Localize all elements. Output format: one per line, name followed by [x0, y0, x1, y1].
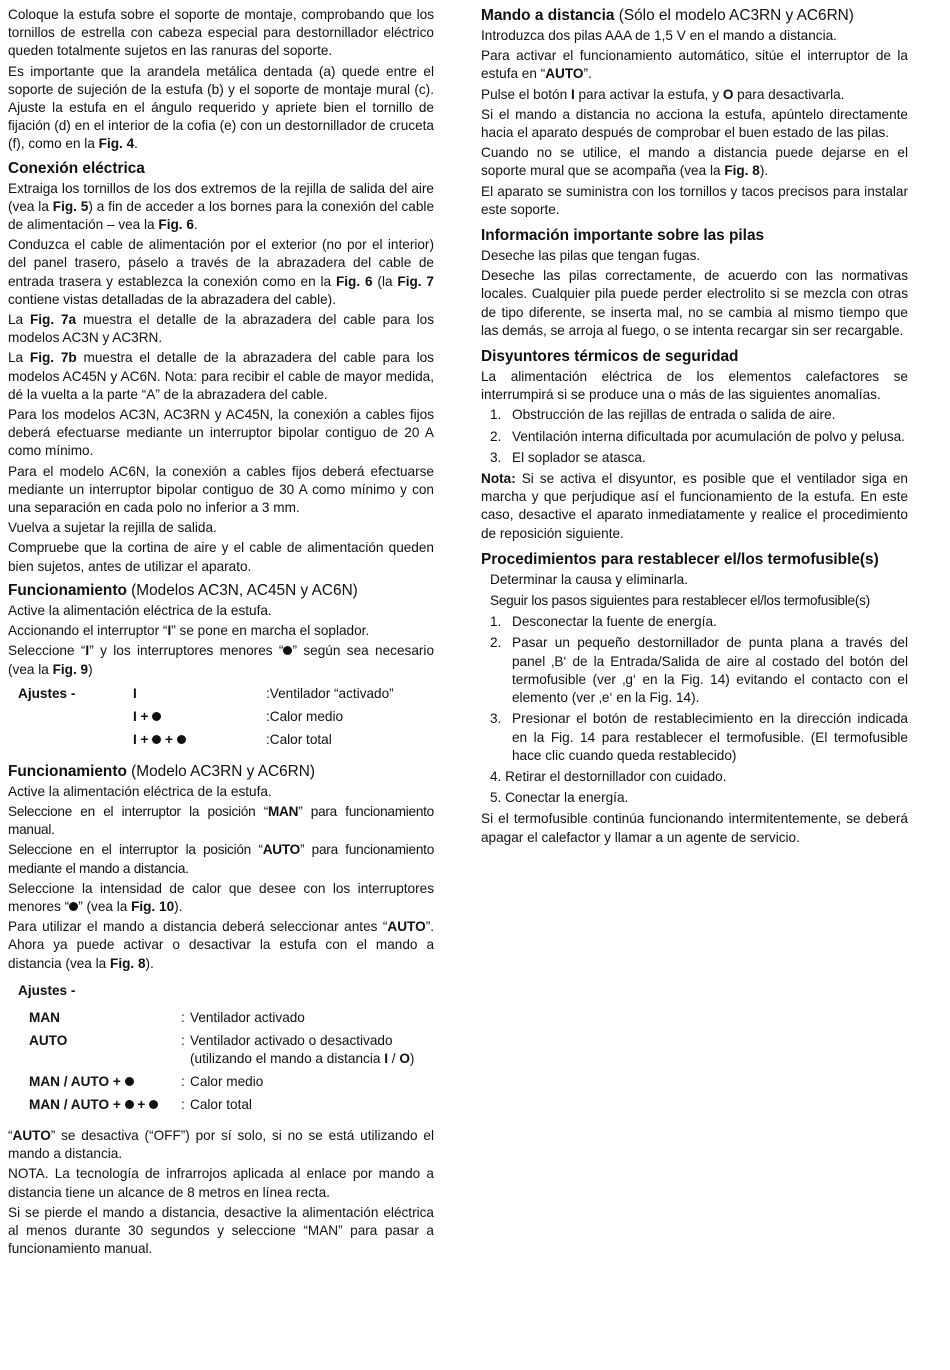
mode-name: AUTO [12, 1127, 51, 1143]
electrical-paragraph-6: Para el modelo AC6N, la conexión a cables fijos deberá efectuarse mediante un interruptor bipolar contiguo de 30 A como mínimo y con una separación en cada polo no inferior a 3 mm. [8, 463, 434, 516]
text: Si se activa el disyuntor, es posible que el ventilador siga en marcha y que perjudique así el funcionamiento de la estufa. En este caso, desactive el aparato inmediatamente y realice el procedimiento de reposición siguiente. [481, 471, 908, 541]
electrical-paragraph-5: Para los modelos AC3N, AC3RN y AC45N, la conexión a cables fijos deberá efectuarse mediante un interruptor bipolar contiguo de 20 A como mínimo. [8, 407, 434, 459]
text: Accionando el interruptor “ [8, 623, 168, 639]
remote-paragraph-5 [481, 144, 908, 180]
key-text: + [161, 731, 177, 747]
electrical-paragraph-3 [8, 311, 434, 347]
text: (la [372, 273, 398, 289]
text: Pulse el botón [481, 86, 571, 102]
text: ” se pone en marcha el soplador. [171, 623, 370, 639]
setting-desc: :Calor total [266, 731, 332, 747]
list-number: 3. [490, 449, 502, 465]
section-heading-thermal: Disyuntores térmicos de seguridad [481, 348, 739, 366]
list-item [481, 613, 908, 631]
operation2-paragraph-3 [8, 841, 434, 877]
reset-paragraph-2: Seguir los pasos siguientes para restablecer el/los termofusible(s) [490, 593, 870, 609]
section-heading-electrical: Conexión eléctrica [8, 159, 145, 177]
setting-desc: :Ventilador “activado” [266, 685, 394, 701]
text: ”. [583, 66, 592, 82]
setting-key [29, 1096, 181, 1119]
heading-bold: Funcionamiento [8, 581, 127, 599]
reset-list [481, 613, 908, 765]
fig-ref: Fig. 6 [158, 217, 194, 233]
setting-key: MAN [29, 1009, 60, 1025]
text: Seleccione en el interruptor la posición “ [8, 803, 268, 819]
list-text: Obstrucción de las rejillas de entrada o salida de aire. [512, 407, 836, 423]
text: contiene vistas detalladas de la abrazadera del cable). [8, 291, 336, 307]
key-text: MAN / AUTO + [29, 1096, 125, 1112]
list-text: El soplador se atasca. [512, 449, 646, 465]
key-text: I + [133, 708, 153, 724]
list-item [481, 634, 908, 707]
operation2-paragraph-7: NOTA. La tecnología de infrarrojos aplicada al enlace por mando a distancia tiene un alcance de 8 metros en línea recta. [8, 1166, 434, 1200]
heading-rest: (Modelos AC3N, AC45N y AC6N) [126, 581, 358, 599]
text: La [8, 350, 30, 366]
section-heading-batteries: Información importante sobre las pilas [481, 227, 765, 245]
reset-paragraph-1: Determinar la causa y eliminarla. [490, 571, 688, 587]
electrical-paragraph-8: Compruebe que la cortina de aire y el cable de alimentación queden bien sujetos, antes de utilizar el aparato. [8, 540, 434, 574]
operation1-paragraph-3 [8, 642, 434, 678]
remote-paragraph-3 [481, 86, 908, 104]
list-text: Presionar el botón de restablecimiento en la dirección indicada en la Fig. 14 para restablecer el termofusible. (El termofusible hace clic cuando queda restablecido) [512, 711, 908, 763]
dot-icon [152, 712, 161, 721]
text: ) a fin de acceder a los bornes para la conexión del cable de alimentación – vea la [8, 198, 435, 233]
dot-icon [149, 1100, 158, 1109]
setting-desc: Calor medio [190, 1073, 264, 1089]
heading-bold: Mando a distancia [481, 7, 615, 24]
fig-ref: Fig. 5 [52, 198, 89, 214]
list-item [481, 449, 908, 467]
text: ) [409, 1051, 415, 1067]
intro-paragraph-1: Coloque la estufa sobre el soporte de montaje, comprobando que los tornillos de estrella con cabeza especial para destornillador eléctrico queden totalmente sujetos en las ranuras del soporte. [8, 7, 434, 59]
switch-symbol: I [85, 643, 90, 659]
operation2-paragraph-5 [8, 918, 434, 973]
right-column [481, 6, 908, 849]
reset-step-4: 4. Retirar el destornillador con cuidado. [490, 768, 727, 784]
operation1-paragraph-2 [8, 622, 434, 640]
dot-icon [177, 735, 186, 744]
text: Extraiga los tornillos de los dos extremos de la rejilla de salida del aire (vea la [8, 180, 434, 214]
operation2-paragraph-4 [8, 880, 434, 916]
setting-desc: Calor total [190, 1096, 252, 1112]
list-item [481, 710, 908, 765]
text: Para activar el funcionamiento automático, sitúe el interruptor de la estufa en “ [481, 48, 908, 82]
settings-table-2 [29, 1009, 434, 1119]
dot-icon [125, 1077, 134, 1086]
switch-symbol: O [399, 1051, 410, 1067]
dot-icon [152, 735, 161, 744]
electrical-paragraph-4 [8, 349, 434, 404]
remote-paragraph-4: Si el mando a distancia no acciona la estufa, apúntelo directamente hacia el aparato después de comprobar el buen estado de las pilas. [481, 106, 908, 141]
text: . [193, 217, 198, 233]
remote-paragraph-1: Introduzca dos pilas AAA de 1,5 V en el mando a distancia. [481, 28, 837, 43]
text: ” (vea la [78, 898, 132, 914]
text: Conduzca el cable de alimentación por el exterior (no por el interior) del panel trasero, páselo a través de la abrazadera del cable de entrada trasera y establezca la conexión como en la [8, 237, 434, 289]
text: ) [88, 661, 93, 677]
list-item [481, 428, 908, 446]
key-text: MAN / AUTO + [29, 1073, 125, 1089]
dot-icon [125, 1100, 134, 1109]
reset-paragraph-3: Si el termofusible continúa funcionando intermitentemente, se deberá apagar el calefactor y llamar a un agente de servicio. [481, 811, 908, 845]
setting-key [133, 708, 266, 731]
list-number: 2. [490, 635, 502, 651]
list-number: 1. [490, 614, 502, 630]
text: ” para funcionamiento manual. [8, 803, 434, 838]
text: muestra el detalle de la abrazadera del cable para los modelos AC45N y AC6N. Nota: para recibir el cable de mayor medida, dé la vuelta a la parte “A” de la abrazadera del cable. [8, 350, 434, 402]
colon: : [181, 1009, 185, 1025]
electrical-paragraph-7: Vuelva a sujetar la rejilla de salida. [8, 520, 217, 536]
operation1-paragraph-1: Active la alimentación eléctrica de la estufa. [8, 602, 272, 618]
settings-label-2: Ajustes - [18, 982, 76, 998]
batteries-paragraph-2: Deseche las pilas correctamente, de acuerdo con las normativas locales. Cualquier pila puede perder electrolito si se mezcla con otras de tipo diferente, se inserta mal, no se cambia al mismo tiempo que las demás, se arroja al fuego, o se intenta recargar sin ser recargable. [481, 268, 908, 338]
text: ” y los interruptores menores “ [89, 643, 284, 659]
fig-ref: Fig. 10 [131, 898, 175, 914]
key-text: I + [133, 731, 153, 747]
heading-rest: (Modelo AC3RN y AC6RN) [126, 762, 316, 780]
dot-icon [69, 902, 78, 911]
text: Cuando no se utilice, el mando a distancia puede dejarse en el soporte mural que se acompaña (vea la [481, 145, 908, 179]
text: Seleccione “ [8, 643, 86, 659]
text: . [134, 136, 138, 152]
setting-key: AUTO [29, 1032, 68, 1048]
setting-key [29, 1073, 181, 1096]
left-column [8, 6, 434, 1260]
setting-desc: :Calor medio [266, 708, 344, 724]
list-text: Ventilación interna dificultada por acumulación de polvo y pelusa. [512, 428, 905, 444]
heading-bold: Funcionamiento [8, 762, 127, 780]
setting-key [133, 731, 266, 754]
electrical-paragraph-2 [8, 236, 434, 309]
text: Ventilador activado o desactivado (utilizando el mando a distancia [190, 1032, 393, 1067]
thermal-list [481, 406, 908, 467]
mode-name: AUTO [262, 842, 300, 858]
fig-ref: Fig. 9 [52, 661, 89, 677]
remote-paragraph-6: El aparato se suministra con los tornillos y tacos precisos para instalar este soporte. [481, 183, 908, 217]
text: Para utilizar el mando a distancia deberá seleccionar antes “ [8, 919, 388, 935]
section-heading-remote [481, 6, 908, 25]
thermal-paragraph-1: La alimentación eléctrica de los elementos calefactores se interrumpirá si se produce una o más de las siguientes anomalías. [481, 369, 908, 403]
colon: : [181, 1073, 185, 1089]
list-text: Desconectar la fuente de energía. [512, 614, 717, 630]
heading-rest: (Sólo el modelo AC3RN y AC6RN) [614, 7, 854, 24]
reset-step-5: 5. Conectar la energía. [490, 790, 629, 806]
section-heading-operation-1 [8, 581, 434, 600]
settings-table-1 [18, 685, 394, 754]
text: / [387, 1051, 400, 1067]
text: ”. Ahora ya puede activar o desactivar la estufa con el mando a distancia (vea la [8, 919, 434, 971]
list-number: 2. [490, 428, 502, 444]
text: ). [174, 898, 183, 914]
list-text: Pasar un pequeño destornillador de punta plana a través del panel ‚B‘ de la Entrada/Salida de aire al costado del botón del termofusible (ver ‚g‘ en la Fig. 14) evitando el contacto con el elemento (ver ‚e‘ en la Fig. 14). [512, 635, 908, 706]
text: muestra el detalle de la abrazadera del cable para los modelos AC3N y AC3RN. [8, 312, 434, 346]
colon: : [181, 1032, 185, 1048]
text: “ [8, 1127, 13, 1143]
section-heading-operation-2 [8, 762, 434, 781]
mode-name: MAN [267, 803, 299, 819]
operation2-paragraph-2 [8, 803, 434, 839]
note-label: Nota: [481, 471, 516, 487]
text: ” se desactiva (“OFF”) por sí solo, si no se está utilizando el mando a distancia. [8, 1127, 434, 1162]
switch-symbol: I [384, 1051, 388, 1067]
text: Seleccione en el interruptor la posición “ [8, 842, 263, 858]
text: Seleccione la intensidad de calor que desee con los interruptores menores “ [8, 880, 434, 914]
colon: : [181, 1096, 185, 1112]
text: ” para funcionamiento mediante el mando a distancia. [8, 842, 434, 876]
fig-ref: Fig. 8 [724, 163, 760, 179]
operation2-paragraph-6 [8, 1127, 434, 1163]
text: para desactivarla. [733, 86, 845, 102]
switch-symbol: I [167, 623, 172, 639]
operation2-paragraph-8: Si se pierde el mando a distancia, desactive la alimentación eléctrica al menos durante 30 segundos y seleccione “MAN” para pasar a funcionamiento manual. [8, 1204, 434, 1257]
fig-ref: Fig. 7 [397, 273, 434, 289]
batteries-paragraph-1: Deseche las pilas que tengan fugas. [481, 248, 701, 264]
text: La [8, 312, 30, 328]
list-item [481, 406, 908, 424]
list-number: 3. [490, 711, 502, 727]
mode-name: AUTO [545, 66, 584, 82]
mode-name: AUTO [387, 919, 426, 935]
fig-ref: Fig. 6 [335, 273, 373, 289]
text: ). [145, 955, 154, 971]
section-heading-reset: Procedimientos para restablecer el/los termofusible(s) [481, 550, 879, 568]
intro-paragraph-2 [8, 63, 434, 154]
fig-ref: Fig. 4 [98, 136, 135, 152]
remote-paragraph-2 [481, 47, 908, 83]
setting-key: I [133, 685, 137, 701]
text: para activar la estufa, y [574, 86, 723, 102]
thermal-note [481, 470, 908, 543]
fig-ref: Fig. 8 [110, 955, 146, 971]
text: ” según sea necesario (vea la [8, 643, 434, 677]
setting-desc: Ventilador activado [190, 1009, 305, 1025]
switch-symbol: I [570, 86, 575, 102]
setting-desc [190, 1032, 434, 1073]
operation2-paragraph-1: Active la alimentación eléctrica de la estufa. [8, 783, 272, 799]
fig-ref: Fig. 7b [29, 350, 77, 366]
switch-symbol: O [722, 86, 734, 102]
settings-label: Ajustes - [18, 685, 76, 701]
fig-ref: Fig. 7a [29, 312, 77, 328]
text: ). [759, 163, 769, 179]
electrical-paragraph-1 [8, 180, 434, 235]
list-number: 1. [490, 407, 502, 423]
key-text: + [133, 1096, 150, 1112]
text: Es importante que la arandela metálica dentada (a) quede entre el soporte de sujeción de la estufa (b) y el soporte de montaje mural (c). Ajuste la estufa en el ángulo requerido y apriete bien el tornillo de fijación (d) en el interior de la cofia (e) con un destornillador de cruceta (f), como en la [8, 63, 434, 152]
